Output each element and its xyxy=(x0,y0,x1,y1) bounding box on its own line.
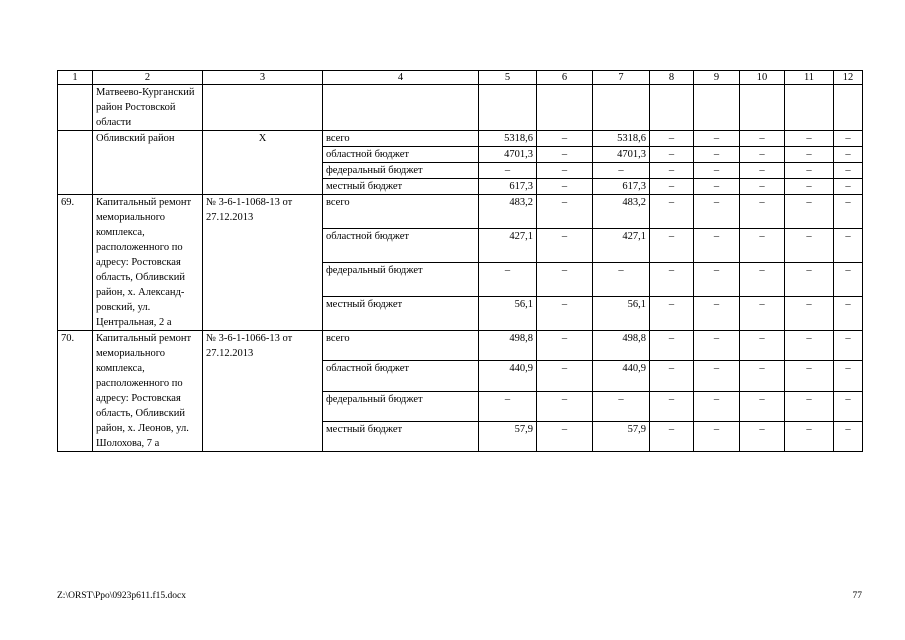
value-cell: – xyxy=(740,263,785,297)
column-header: 6 xyxy=(537,71,593,85)
document-ref xyxy=(203,85,323,131)
value-cell: – xyxy=(740,297,785,331)
value-cell: – xyxy=(694,131,740,147)
document-ref: № 3-6-1-1068-13 от 27.12.2013 xyxy=(203,195,323,331)
empty-cell xyxy=(479,85,537,131)
value-cell: – xyxy=(650,147,694,163)
value-cell: – xyxy=(834,391,863,421)
value-cell: – xyxy=(537,195,593,229)
value-cell: – xyxy=(537,361,593,391)
value-cell: – xyxy=(740,391,785,421)
value-cell: – xyxy=(834,147,863,163)
budget-table xyxy=(57,70,863,452)
row-number xyxy=(58,85,93,131)
value-cell: – xyxy=(650,229,694,263)
value-cell: – xyxy=(694,263,740,297)
value-cell: 57,9 xyxy=(479,421,537,451)
value-cell: – xyxy=(694,229,740,263)
value-cell: – xyxy=(785,391,834,421)
value-cell: 427,1 xyxy=(593,229,650,263)
value-cell: – xyxy=(694,297,740,331)
value-cell: – xyxy=(479,263,537,297)
value-cell: – xyxy=(694,331,740,361)
empty-cell xyxy=(785,85,834,131)
value-cell: – xyxy=(834,331,863,361)
empty-cell xyxy=(740,85,785,131)
value-cell: – xyxy=(537,163,593,179)
value-cell: 5318,6 xyxy=(593,131,650,147)
column-header: 3 xyxy=(203,71,323,85)
value-cell: 56,1 xyxy=(593,297,650,331)
empty-cell xyxy=(834,85,863,131)
value-cell: 617,3 xyxy=(593,179,650,195)
value-cell: – xyxy=(834,361,863,391)
value-cell: 440,9 xyxy=(593,361,650,391)
funding-source: федеральный бюджет xyxy=(323,163,479,179)
value-cell: – xyxy=(694,361,740,391)
row-number xyxy=(58,131,93,195)
funding-source: областной бюджет xyxy=(323,229,479,263)
funding-source: федеральный бюджет xyxy=(323,391,479,421)
value-cell: – xyxy=(537,331,593,361)
value-cell: – xyxy=(834,179,863,195)
empty-cell xyxy=(323,85,479,131)
value-cell: – xyxy=(537,391,593,421)
value-cell: – xyxy=(694,195,740,229)
value-cell: – xyxy=(785,147,834,163)
column-header: 10 xyxy=(740,71,785,85)
value-cell: – xyxy=(740,163,785,179)
value-cell: – xyxy=(740,195,785,229)
value-cell: – xyxy=(834,263,863,297)
value-cell: – xyxy=(834,229,863,263)
value-cell: – xyxy=(650,331,694,361)
empty-cell xyxy=(650,85,694,131)
value-cell: – xyxy=(650,131,694,147)
value-cell: – xyxy=(785,163,834,179)
value-cell: 617,3 xyxy=(479,179,537,195)
row-number: 70. xyxy=(58,331,93,452)
funding-source: местный бюджет xyxy=(323,297,479,331)
value-cell: 5318,6 xyxy=(479,131,537,147)
value-cell: – xyxy=(740,131,785,147)
value-cell: – xyxy=(834,195,863,229)
value-cell: – xyxy=(694,421,740,451)
value-cell: – xyxy=(785,361,834,391)
value-cell: – xyxy=(479,391,537,421)
value-cell: – xyxy=(785,421,834,451)
empty-cell xyxy=(593,85,650,131)
value-cell: – xyxy=(650,361,694,391)
value-cell: – xyxy=(694,147,740,163)
value-cell: 498,8 xyxy=(479,331,537,361)
empty-cell xyxy=(537,85,593,131)
value-cell: – xyxy=(694,163,740,179)
value-cell: – xyxy=(593,263,650,297)
funding-source: местный бюджет xyxy=(323,421,479,451)
row-number: 69. xyxy=(58,195,93,331)
page-number: 77 xyxy=(852,591,862,601)
value-cell: 483,2 xyxy=(479,195,537,229)
value-cell: – xyxy=(740,331,785,361)
table-row xyxy=(58,331,863,361)
value-cell: – xyxy=(785,131,834,147)
object-name: Матвеево-Курганский район Ростовской области xyxy=(93,85,203,131)
document-ref: № 3-6-1-1066-13 от 27.12.2013 xyxy=(203,331,323,452)
value-cell: – xyxy=(834,297,863,331)
object-name: Капитальный ремонт мемориального комплекса, расположенного по адресу: Ростовская область, Обливский район, х. Александ-ровский, ул. Центральная, 2 а xyxy=(93,195,203,331)
value-cell: – xyxy=(785,229,834,263)
value-cell: – xyxy=(785,297,834,331)
funding-source: всего xyxy=(323,131,479,147)
value-cell: 57,9 xyxy=(593,421,650,451)
value-cell: – xyxy=(650,163,694,179)
value-cell: – xyxy=(650,297,694,331)
column-header: 4 xyxy=(323,71,479,85)
value-cell: – xyxy=(537,131,593,147)
column-header: 8 xyxy=(650,71,694,85)
column-header: 12 xyxy=(834,71,863,85)
table-row xyxy=(58,195,863,229)
value-cell: – xyxy=(650,391,694,421)
value-cell: – xyxy=(479,163,537,179)
value-cell: – xyxy=(537,147,593,163)
value-cell: – xyxy=(537,179,593,195)
value-cell: 483,2 xyxy=(593,195,650,229)
value-cell: – xyxy=(834,131,863,147)
value-cell: – xyxy=(650,195,694,229)
value-cell: – xyxy=(785,331,834,361)
value-cell: – xyxy=(593,391,650,421)
funding-source: всего xyxy=(323,195,479,229)
value-cell: – xyxy=(785,263,834,297)
value-cell: – xyxy=(740,361,785,391)
value-cell: – xyxy=(537,263,593,297)
value-cell: – xyxy=(650,179,694,195)
object-name: Капитальный ремонт мемориального комплекса, расположенного по адресу: Ростовская область, Обливский район, х. Леонов, ул. Шолохова, 7 а xyxy=(93,331,203,452)
value-cell: – xyxy=(593,163,650,179)
value-cell: – xyxy=(740,179,785,195)
column-header: 7 xyxy=(593,71,650,85)
region-row xyxy=(58,85,863,131)
document-ref: Х xyxy=(203,131,323,195)
value-cell: 56,1 xyxy=(479,297,537,331)
value-cell: – xyxy=(537,297,593,331)
value-cell: – xyxy=(740,421,785,451)
value-cell: – xyxy=(785,179,834,195)
column-header: 1 xyxy=(58,71,93,85)
object-name: Обливский район xyxy=(93,131,203,195)
funding-source: местный бюджет xyxy=(323,179,479,195)
value-cell: 440,9 xyxy=(479,361,537,391)
value-cell: 4701,3 xyxy=(479,147,537,163)
value-cell: – xyxy=(537,229,593,263)
value-cell: – xyxy=(740,229,785,263)
header-row xyxy=(58,71,863,85)
value-cell: 498,8 xyxy=(593,331,650,361)
value-cell: – xyxy=(694,391,740,421)
funding-source: федеральный бюджет xyxy=(323,263,479,297)
file-path: Z:\ORST\Ppo\0923p611.f15.docx xyxy=(57,591,186,601)
value-cell: – xyxy=(834,421,863,451)
table-row xyxy=(58,131,863,147)
funding-source: всего xyxy=(323,331,479,361)
value-cell: 427,1 xyxy=(479,229,537,263)
value-cell: – xyxy=(834,163,863,179)
column-header: 11 xyxy=(785,71,834,85)
value-cell: – xyxy=(785,195,834,229)
value-cell: – xyxy=(650,421,694,451)
value-cell: 4701,3 xyxy=(593,147,650,163)
value-cell: – xyxy=(650,263,694,297)
funding-source: областной бюджет xyxy=(323,361,479,391)
column-header: 2 xyxy=(93,71,203,85)
value-cell: – xyxy=(537,421,593,451)
column-header: 5 xyxy=(479,71,537,85)
value-cell: – xyxy=(694,179,740,195)
empty-cell xyxy=(694,85,740,131)
funding-source: областной бюджет xyxy=(323,147,479,163)
column-header: 9 xyxy=(694,71,740,85)
value-cell: – xyxy=(740,147,785,163)
